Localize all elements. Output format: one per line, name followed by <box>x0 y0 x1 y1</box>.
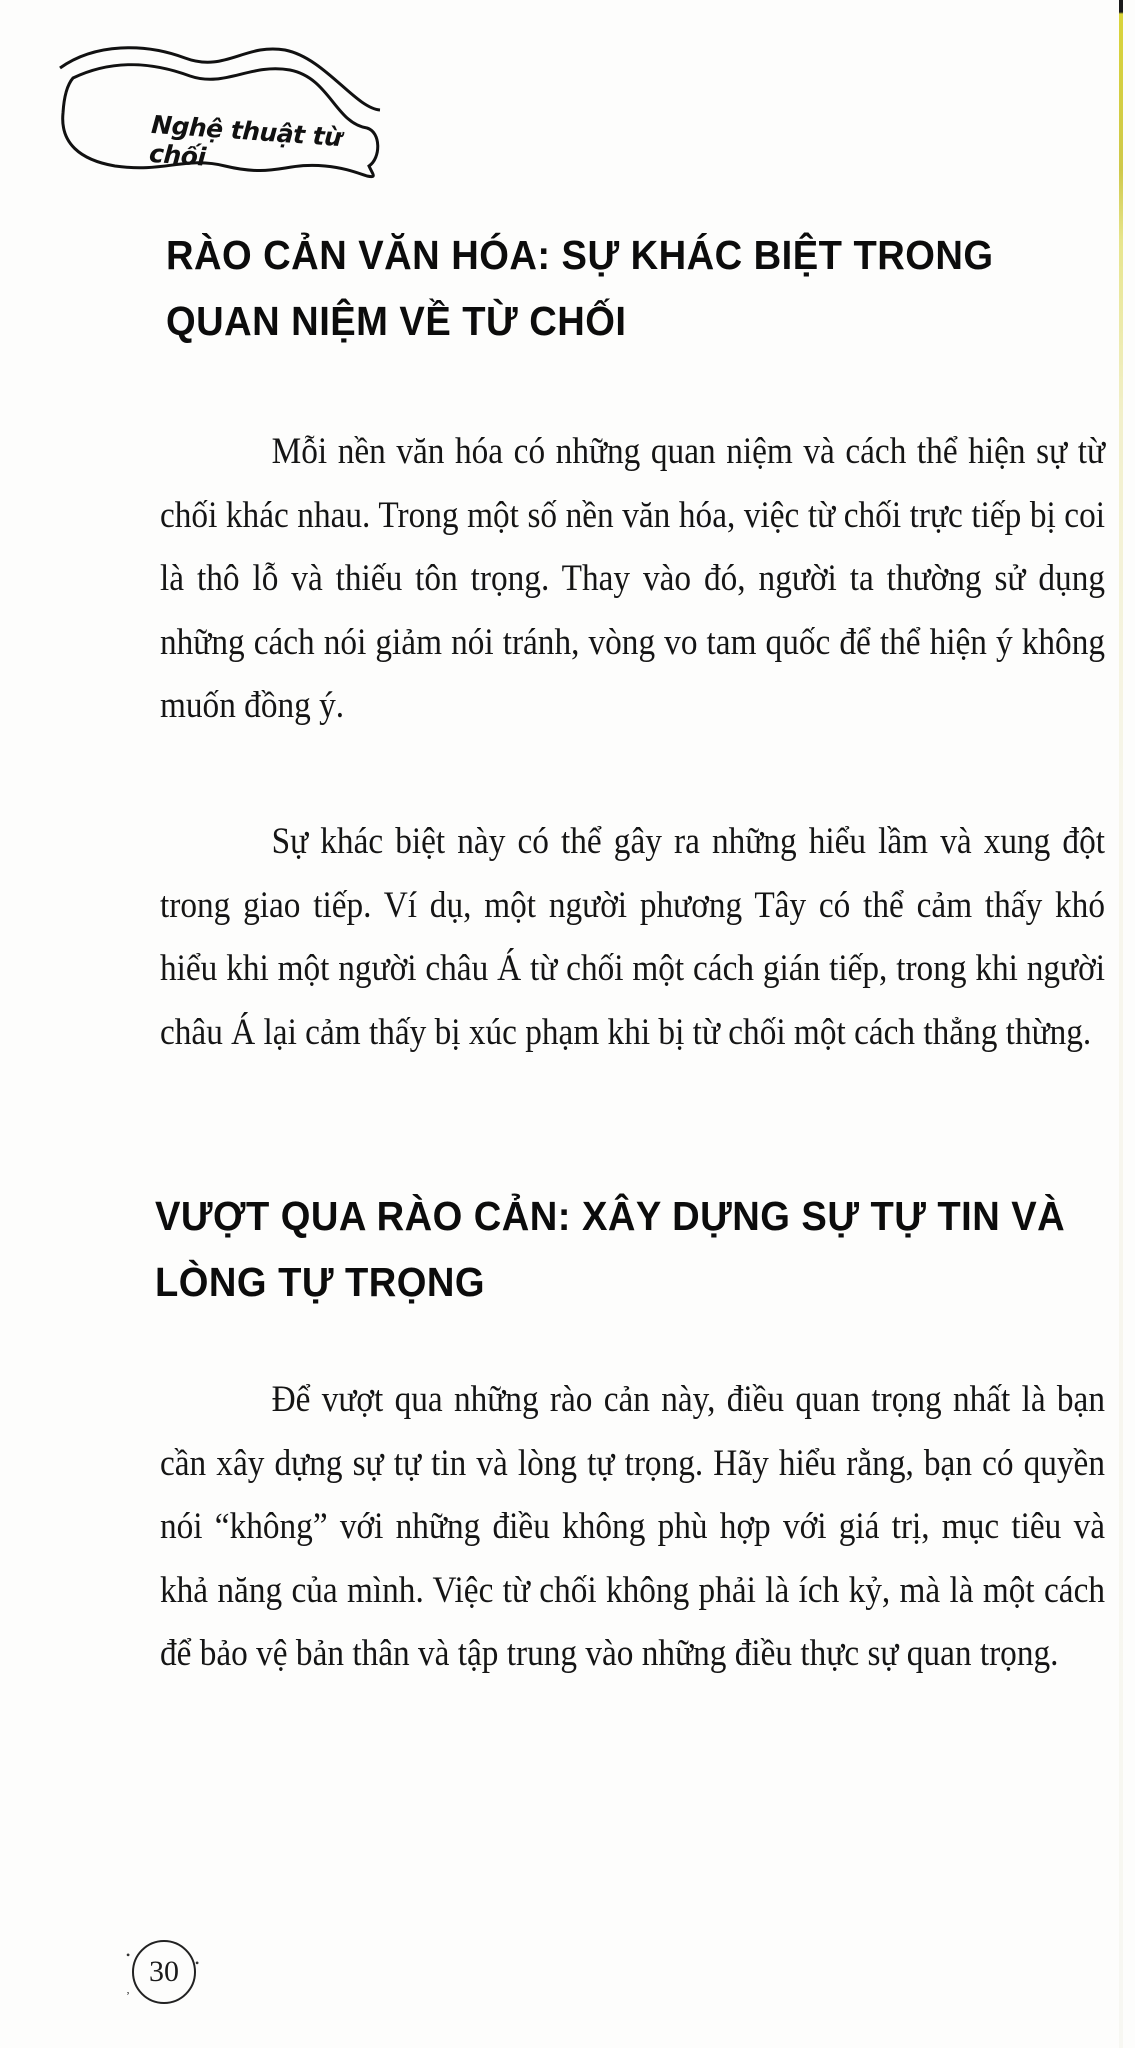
running-header-title: Nghệ thuật từ chối <box>148 109 343 172</box>
paragraph: Sự khác biệt này có thể gây ra những hiểu lầm và xung đột trong giao tiếp. Ví dụ, một người phương Tây có thể cảm thấy khó hiểu khi một người châu Á từ chối một cách gián tiếp, trong khi người châu Á lại cảm thấy bị xúc phạm khi bị từ chối một cách thẳng thừng. <box>160 821 1106 1053</box>
section-title: RÀO CẢN VĂN HÓA: SỰ KHÁC BIỆT TRONG QUAN NIỆM VỀ TỪ CHỐI <box>166 232 994 344</box>
decorative-dot: • <box>126 1948 131 1962</box>
running-header <box>55 38 385 183</box>
decorative-dot: • <box>195 1956 200 1970</box>
page-edge <box>1119 0 1123 2048</box>
page-number: 30 <box>132 1940 196 2004</box>
paragraph: Mỗi nền văn hóa có những quan niệm và cách thể hiện sự từ chối khác nhau. Trong một số nền văn hóa, việc từ chối trực tiếp bị coi là thô lỗ và thiếu tôn trọng. Thay vào đó, người ta thường sử dụng những cách nói giảm nói tránh, vòng vo tam quốc để thể hiện ý không muốn đồng ý. <box>160 431 1106 726</box>
section-title: VƯỢT QUA RÀO CẢN: XÂY DỰNG SỰ TỰ TIN VÀ LÒNG TỰ TRỌNG <box>155 1193 1066 1305</box>
decorative-dot: ‚ <box>126 1982 130 1996</box>
paragraph: Để vượt qua những rào cản này, điều quan trọng nhất là bạn cần xây dựng sự tự tin và lòng tự trọng. Hãy hiểu rằng, bạn có quyền nói “không” với những điều không phù hợp với giá trị, mục tiêu và khả năng của mình. Việc từ chối không phải là ích kỷ, mà là một cách để bảo vệ bản thân và tập trung vào những điều thực sự quan trọng. <box>160 1379 1106 1674</box>
